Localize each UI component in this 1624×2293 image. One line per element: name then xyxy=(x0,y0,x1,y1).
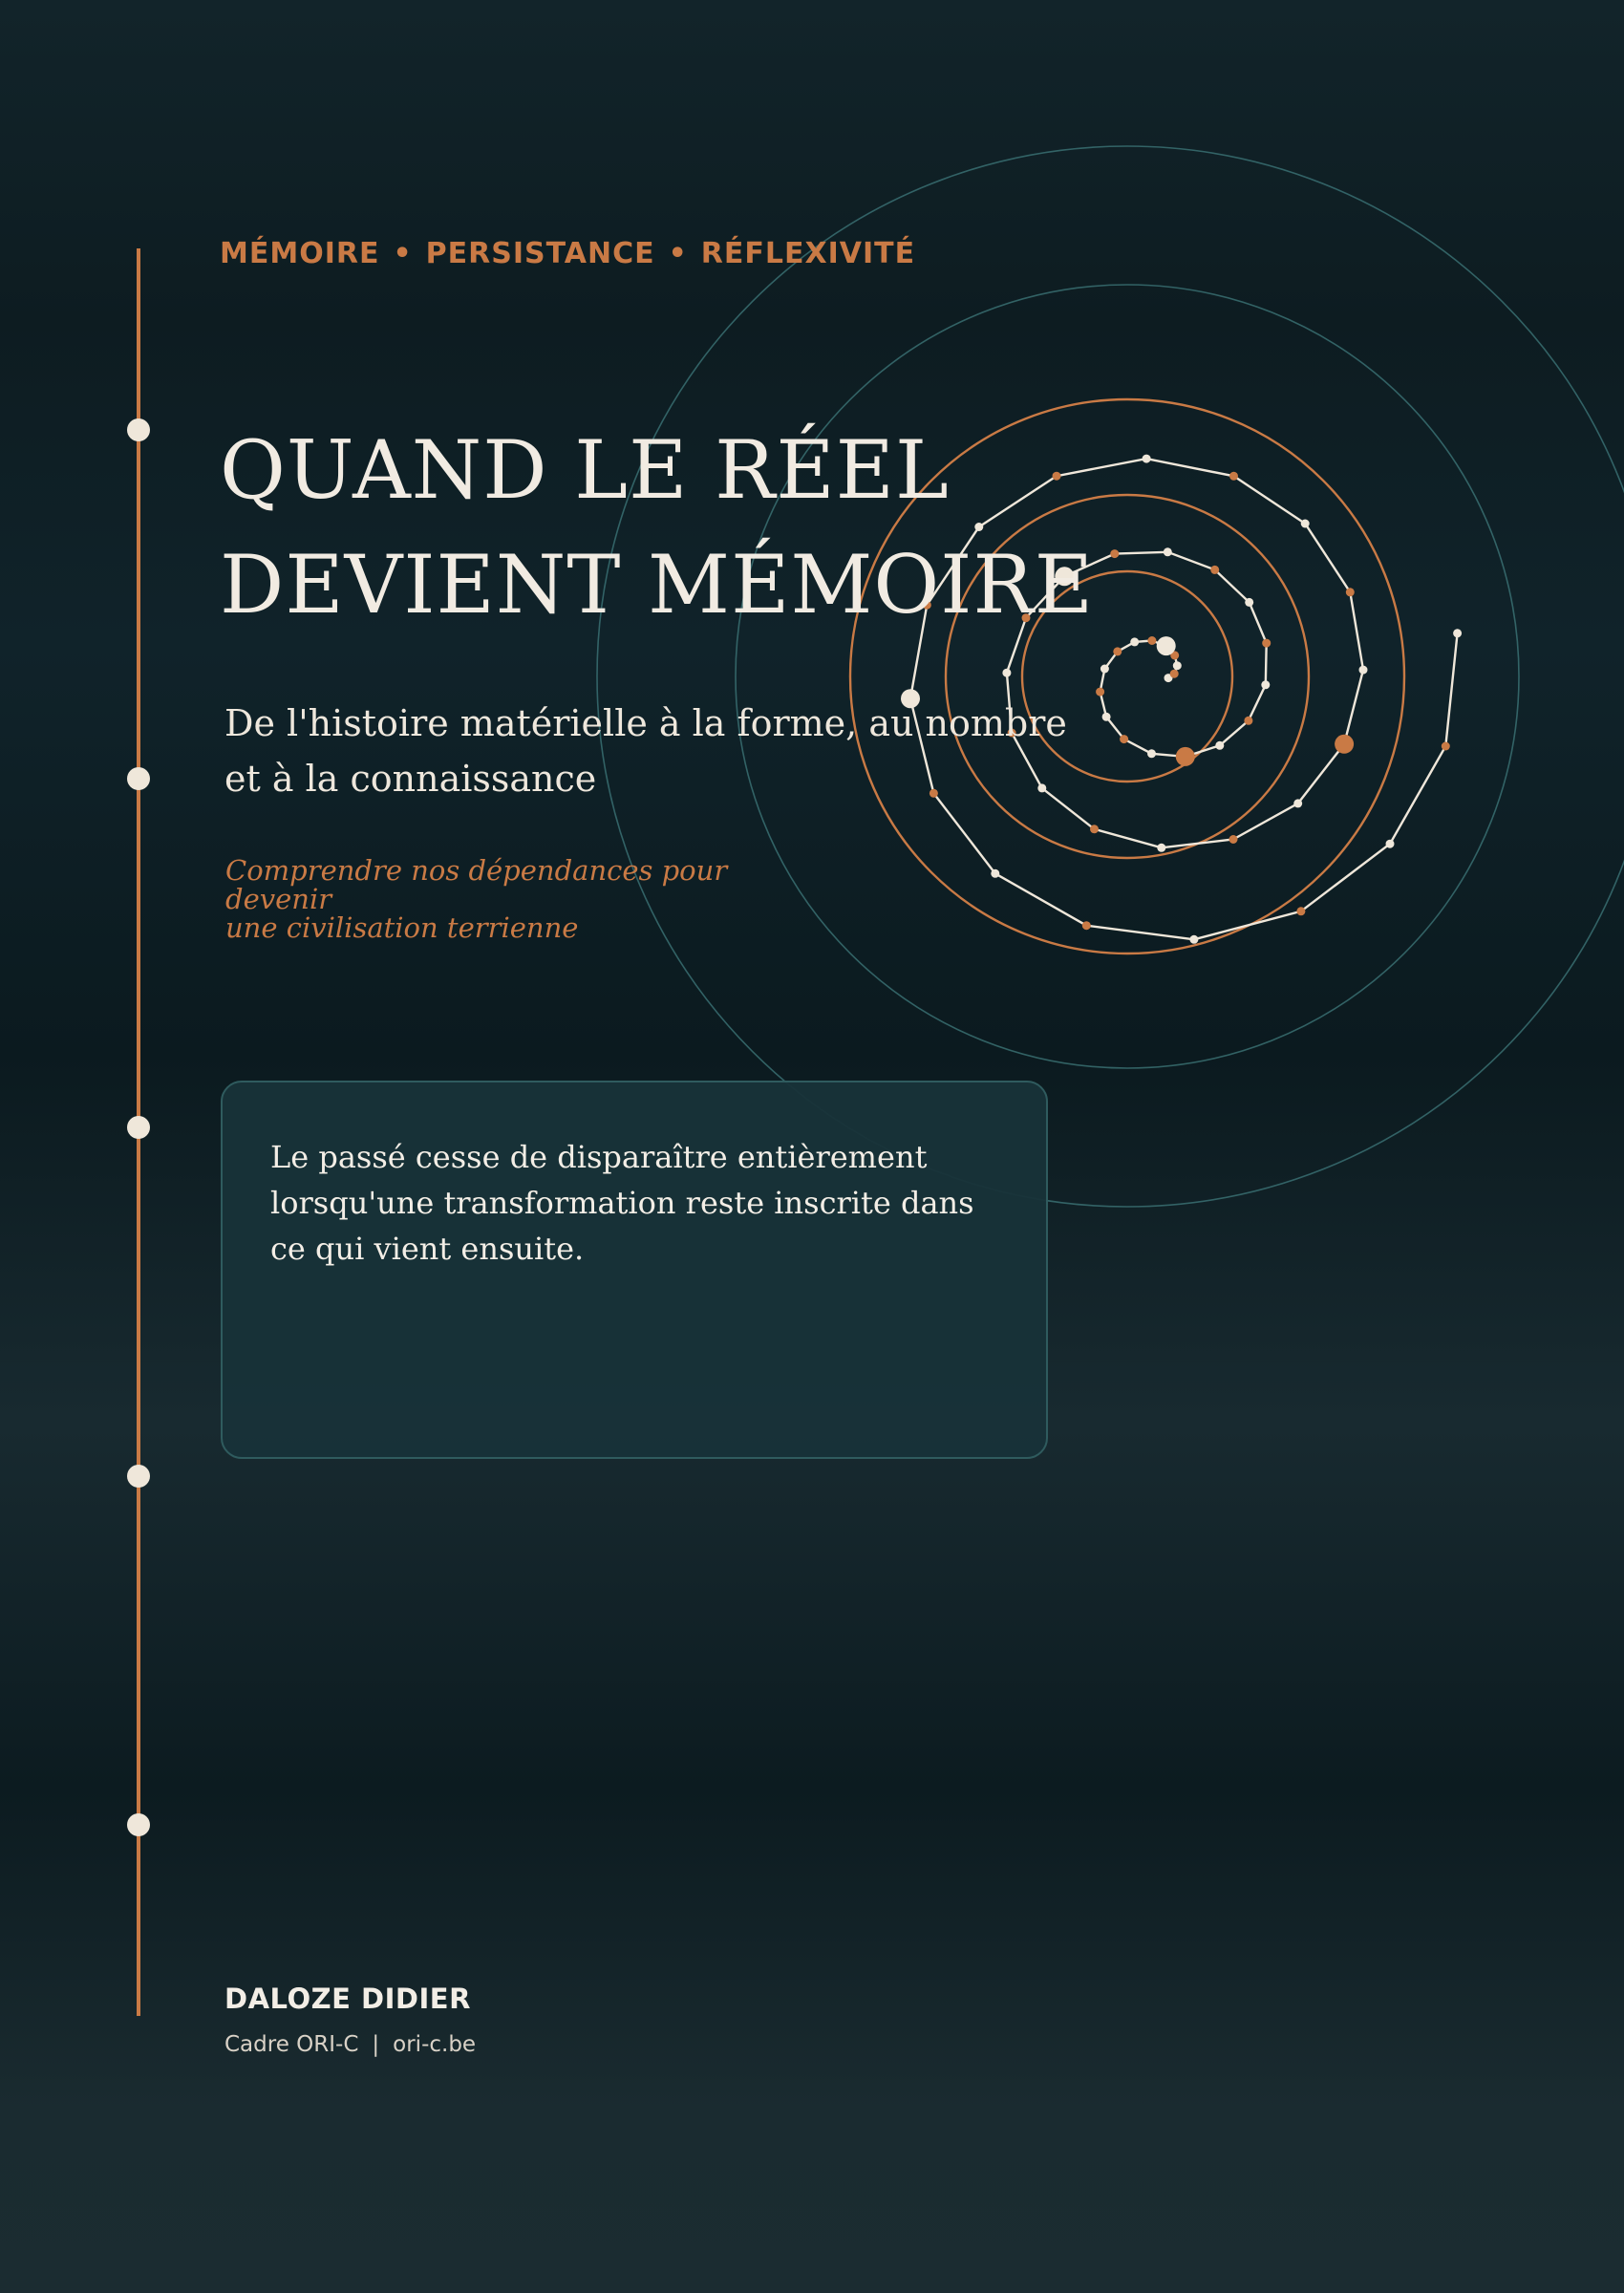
spiral-node xyxy=(1157,636,1176,655)
spiral-node xyxy=(1215,741,1224,750)
tagline-item-persistance: PERSISTANCE xyxy=(425,237,655,270)
org-name: Cadre ORI-C xyxy=(224,2032,359,2057)
motto-line-2: une civilisation terrienne xyxy=(225,911,579,944)
timeline xyxy=(127,248,150,2016)
spiral-node xyxy=(1147,636,1156,645)
spiral-node xyxy=(1244,717,1252,725)
title-line-1: QUAND LE RÉEL xyxy=(220,423,950,517)
spiral-node xyxy=(1359,666,1368,675)
author-name: DALOZE DIDIER xyxy=(224,1982,471,2015)
spiral-node xyxy=(1442,742,1450,751)
spiral-node xyxy=(1090,825,1099,833)
tagline-separator: • xyxy=(393,237,413,270)
title-line-2: DEVIENT MÉMOIRE xyxy=(220,538,1095,632)
spiral-node xyxy=(1245,598,1253,607)
spiral-node xyxy=(1229,835,1238,844)
spiral-node xyxy=(1164,547,1172,556)
spiral-node xyxy=(1262,639,1271,648)
spiral-node xyxy=(991,869,999,878)
spiral-node xyxy=(1147,749,1156,758)
spiral-node xyxy=(1110,549,1119,558)
outer-orbit xyxy=(597,146,1624,1207)
spiral-node xyxy=(1210,566,1219,574)
timeline-node-3 xyxy=(127,1116,150,1139)
middle-orbit xyxy=(736,285,1519,1068)
spiral-node xyxy=(1189,935,1198,944)
spiral-node xyxy=(1229,472,1238,481)
footer-credits xyxy=(224,2032,476,2057)
timeline-node-5 xyxy=(127,1813,150,1836)
spiral-node xyxy=(1261,680,1270,689)
spiral-node xyxy=(1082,921,1091,930)
spiral-node xyxy=(1102,713,1111,721)
teal-orbits xyxy=(597,146,1624,1207)
spiral-node xyxy=(1453,629,1462,637)
subtitle: De l'histoire matérielle à la forme, au nombre et à la connaissance xyxy=(224,702,1067,800)
tagline-item-reflexivite: RÉFLEXIVITÉ xyxy=(700,237,916,270)
spiral-node xyxy=(1346,588,1355,596)
timeline-node-2 xyxy=(127,767,150,790)
spiral-node xyxy=(1100,665,1109,674)
timeline-node-1 xyxy=(127,418,150,441)
spiral-node xyxy=(1386,840,1395,848)
motto xyxy=(225,856,818,942)
page-title xyxy=(220,413,1094,642)
spiral-node xyxy=(1335,735,1354,754)
spiral-node xyxy=(1002,669,1011,677)
spiral-node xyxy=(1120,735,1128,743)
spiral-node xyxy=(1113,647,1122,655)
spiral-node xyxy=(1176,747,1195,766)
spiral-node xyxy=(1096,688,1104,696)
spiral-node xyxy=(1293,799,1302,807)
footer-separator: | xyxy=(372,2032,380,2057)
tagline-item-memoire: MÉMOIRE xyxy=(220,237,380,270)
motto-line-1: Comprendre nos dépendances pour devenir xyxy=(225,854,728,915)
spiral-node xyxy=(1296,907,1305,915)
tagline-separator: • xyxy=(668,237,688,270)
spiral-node xyxy=(1130,637,1139,646)
quote-card xyxy=(221,1081,1048,1459)
tagline xyxy=(220,237,915,270)
spiral-node xyxy=(1301,520,1310,528)
quote-text: Le passé cesse de disparaître entièrement lorsqu'une transformation reste inscrite dans ce qui vient ensuite. xyxy=(270,1139,974,1267)
timeline-node-4 xyxy=(127,1465,150,1488)
spiral-node xyxy=(1170,670,1179,678)
spiral-node xyxy=(1143,455,1151,463)
spiral-node xyxy=(1173,661,1182,670)
spiral-node xyxy=(1157,844,1165,852)
website-link[interactable]: ori-c.be xyxy=(393,2032,477,2057)
